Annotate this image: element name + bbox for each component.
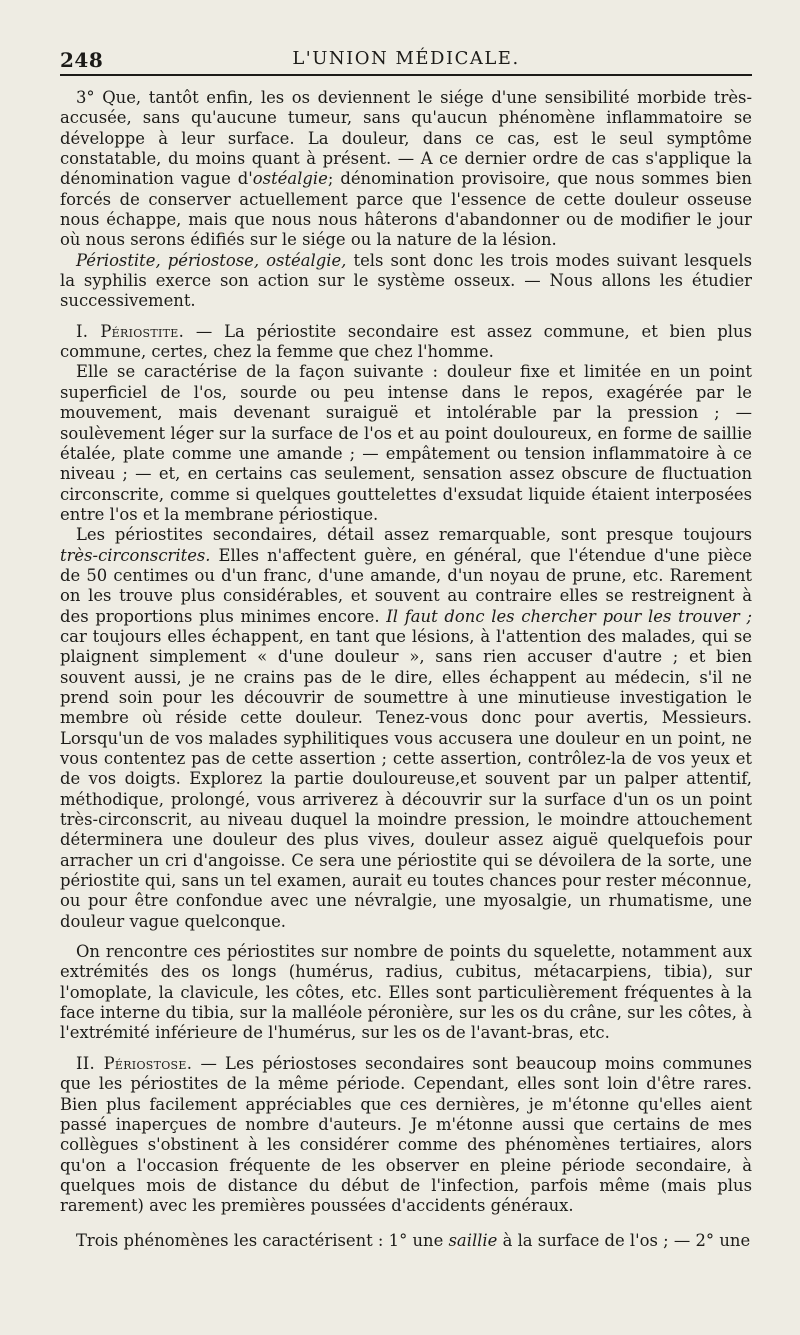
paragraph-characteristics: Elle se caractérise de la façon suivante : douleur fixe et limitée en un point superficiel de l'os, sourde ou peu intense dans le repos, exagérée par le mouvement, mais devenant suraiguë et intolérable par la pression ; — soulèvement léger sur la surface de l'os et au point douloureux, en forme de saillie étalée, plate comme une amande ; — empâtement ou tension inflammatoire à ce niveau ; — et, en certains cas seulement, sensation assez obscure de fluctuation circonscrite, comme si quelques gouttelettes d'exsudat liquide étaient interposées entre l'os et la membrane périostique. xyxy=(60,362,752,524)
term-saillie: saillie xyxy=(448,1230,498,1250)
section-periostose: II. Périostose. — Les périostoses secondaires sont beaucoup moins communes que les périostites de la même période. Cependant, elles sont loin d'être rares. Bien plus facilement appréciables que ces dernières, je m'étonne qu'elles aient passé inaperçues de nombre d'auteurs. Je m'étonne aussi que certains de mes collègues s'obstinent à les considérer comme des phénomènes tertiaires, alors qu'on a l'occasion fréquente de les observer en pleine période secondaire, à quelques mois de distance du début de l'infection, parfois même (mais plus rarement) avec les premières poussées d'accidents généraux. xyxy=(60,1053,752,1216)
section-heading-periostose: II. Périostose. xyxy=(76,1053,193,1073)
paragraph-locations: On rencontre ces périostites sur nombre de points du squelette, notamment aux extrémités des os longs (humérus, radius, cubitus, métacarpiens, tibia), sur l'omoplate, la clavicule, les côtes, etc. Elles sont particulièrement fréquentes à la face interne du tibia, sur la malléole péronière, sur les os du crâne, sur les côtes, à l'extrémité inférieure de l'humérus, sur les os de l'avant-bras, etc. xyxy=(60,942,752,1043)
term-ostealgie: ostéalgie xyxy=(252,169,328,189)
paragraph-ostealgie: 3° Que, tantôt enfin, les os deviennent le siége d'une sensibilité morbide très-accusée, sans qu'aucune tumeur, sans qu'aucun phénomène inflammatoire se développe à leur surface. La douleur, dans ce cas, est le seul symptôme constatable, du moins quant à présent. — A ce dernier ordre de cas s'applique la dénomination vague d'ostéalgie; dénomination provisoire, que nous sommes bien forcés de conserver actuellement parce que l'essence de cette douleur osseuse nous échappe, mais que nous nous hâterons d'abandonner ou de modifier le jour où nous serons édifiés sur le siége ou la nature de la lésion. xyxy=(60,88,752,250)
terms-list: Périostite, périostose, ostéalgie, xyxy=(76,250,347,270)
paragraph-three-modes: Périostite, périostose, ostéalgie, tels sont donc les trois modes suivant lesquels la syphilis exerce son action sur le système osseux. — Nous allons les étudier successivement. xyxy=(60,250,752,311)
running-title: L'UNION MÉDICALE. xyxy=(292,48,520,69)
section-heading-periostite: I. Périostite. xyxy=(76,321,185,341)
term-tres-circonscrites: très-circonscrites. xyxy=(60,545,211,565)
body-text xyxy=(60,88,752,1251)
section-periostite: I. Périostite. — La périostite secondaire est assez commune, et bien plus commune, certes, chez la femme que chez l'homme. xyxy=(60,321,752,362)
page-number: 248 xyxy=(60,48,104,72)
paragraph-circumscribed: Les périostites secondaires, détail assez remarquable, sont presque toujours très-circonscrites. Elles n'affectent guère, en général, que l'étendue d'une pièce de 50 centimes ou d'un franc, d'une amande, d'un noyau de prune, etc. Rarement on les trouve plus considérables, et souvent au contraire elles se restreignent à des proportions plus minimes encore. Il faut donc les chercher pour les trouver ; car toujours elles échappent, en tant que lésions, à l'attention des malades, qui se plaignent simplement « d'une douleur », sans rien accuser d'autre ; et bien souvent aussi, je ne crains pas de le dire, elles échappent au médecin, s'il ne prend soin pour les découvrir de soumettre à une minutieuse investigation le membre où réside cette douleur. Tenez-vous donc pour avertis, Messieurs. Lorsqu'un de vos malades syphilitiques vous accusera une douleur en un point, ne vous contentez pas de cette assertion ; cette assertion, contrôlez-la de vos yeux et de vos doigts. Explorez la partie douloureuse,et souvent par un palper attentif, méthodique, prolongé, vous arriverez à découvrir sur la surface d'un os un point très-circonscrit, au niveau duquel la moindre pression, le moindre attouchement déterminera une douleur des plus vives, douleur assez aiguë quelquefois pour arracher un cri d'angoisse. Ce sera une périostite qui se dévoilera de la sorte, une périostite qui, sans un tel examen, aurait eu toutes chances pour rester méconnue, ou pour être confondue avec une névralgie, une myosalgie, un rhumatisme, une douleur vague quelconque. xyxy=(60,525,753,931)
running-header xyxy=(60,48,752,76)
emphasis-chercher: Il faut donc les chercher pour les trouver ; xyxy=(386,606,753,626)
paragraph-three-phenomena: Trois phénomènes les caractérisent : 1° une saillie à la surface de l'os ; — 2° une xyxy=(76,1230,751,1250)
